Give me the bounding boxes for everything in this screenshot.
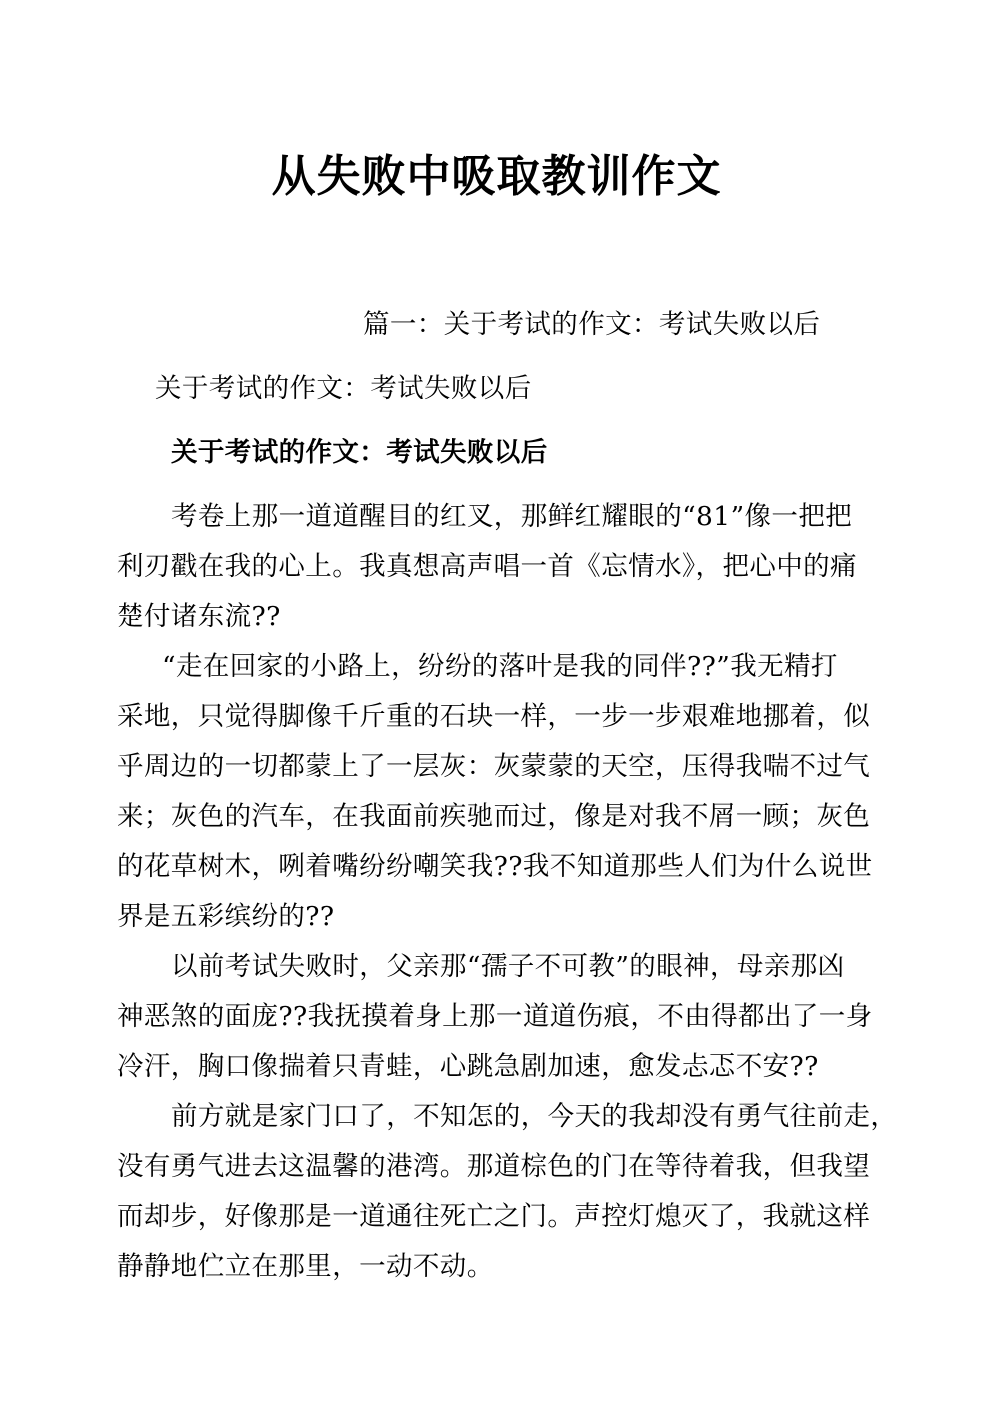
- paragraph-line: 以前考试失败时，父亲那“孺子不可教”的眼神，母亲那凶: [171, 951, 845, 982]
- paragraph-p4: [117, 1092, 898, 1292]
- paragraph-line: 冷汗，胸口像揣着只青蛙，心跳急剧加速，愈发忐忑不安??: [117, 1051, 819, 1082]
- heading-spacer-3: [117, 478, 877, 492]
- paragraph-line: 考卷上那一道道醒目的红叉，那鲜红耀眼的“81”像一把把: [171, 501, 853, 532]
- paragraph-line: 的花草树木，咧着嘴纷纷嘲笑我??我不知道那些人们为什么说世: [117, 851, 873, 882]
- paragraph-line: 而却步，好像那是一道通往死亡之门。声控灯熄灭了，我就这样: [117, 1201, 871, 1232]
- paragraph-p2: [117, 642, 877, 942]
- document-body: [117, 300, 898, 1292]
- paragraph-line: 楚付诸东流??: [117, 601, 281, 632]
- paragraph-line: 利刃戳在我的心上。我真想高声唱一首《忘情水》，把心中的痛: [117, 551, 857, 582]
- section-heading: 篇一：关于考试的作文：考试失败以后: [363, 309, 821, 340]
- paragraph-line: 静静地伫立在那里，一动不动。: [117, 1251, 494, 1282]
- heading-spacer-2: [117, 414, 877, 428]
- paragraph-line: 前方就是家门口了，不知怎的，今天的我却没有勇气往前走，: [171, 1101, 898, 1132]
- paragraph-line: 乎周边的一切都蒙上了一层灰：灰蒙蒙的天空，压得我喘不过气: [117, 751, 871, 782]
- paragraph-p1: [117, 492, 877, 642]
- page-title: 从失败中吸取教训作文: [271, 151, 722, 203]
- subtitle-line-a: 关于考试的作文：考试失败以后: [155, 373, 532, 404]
- heading-spacer-1: [117, 350, 877, 364]
- paragraph-line: 界是五彩缤纷的??: [117, 901, 335, 932]
- paragraph-line: 采地，只觉得脚像千斤重的石块一样，一步一步艰难地挪着，似: [117, 701, 871, 732]
- paragraph-line: 神恶煞的面庞??我抚摸着身上那一道道伤痕，不由得都出了一身: [117, 1001, 873, 1032]
- paragraph-line: 来；灰色的汽车，在我面前疾驰而过，像是对我不屑一顾；灰色: [117, 801, 871, 832]
- subtitle-line-b: 关于考试的作文：考试失败以后: [171, 437, 548, 468]
- paragraph-p3: [117, 942, 877, 1092]
- paragraph-line: 没有勇气进去这温馨的港湾。那道棕色的门在等待着我，但我望: [117, 1151, 871, 1182]
- paragraph-line: “走在回家的小路上，纷纷的落叶是我的同伴??”我无精打: [162, 651, 838, 682]
